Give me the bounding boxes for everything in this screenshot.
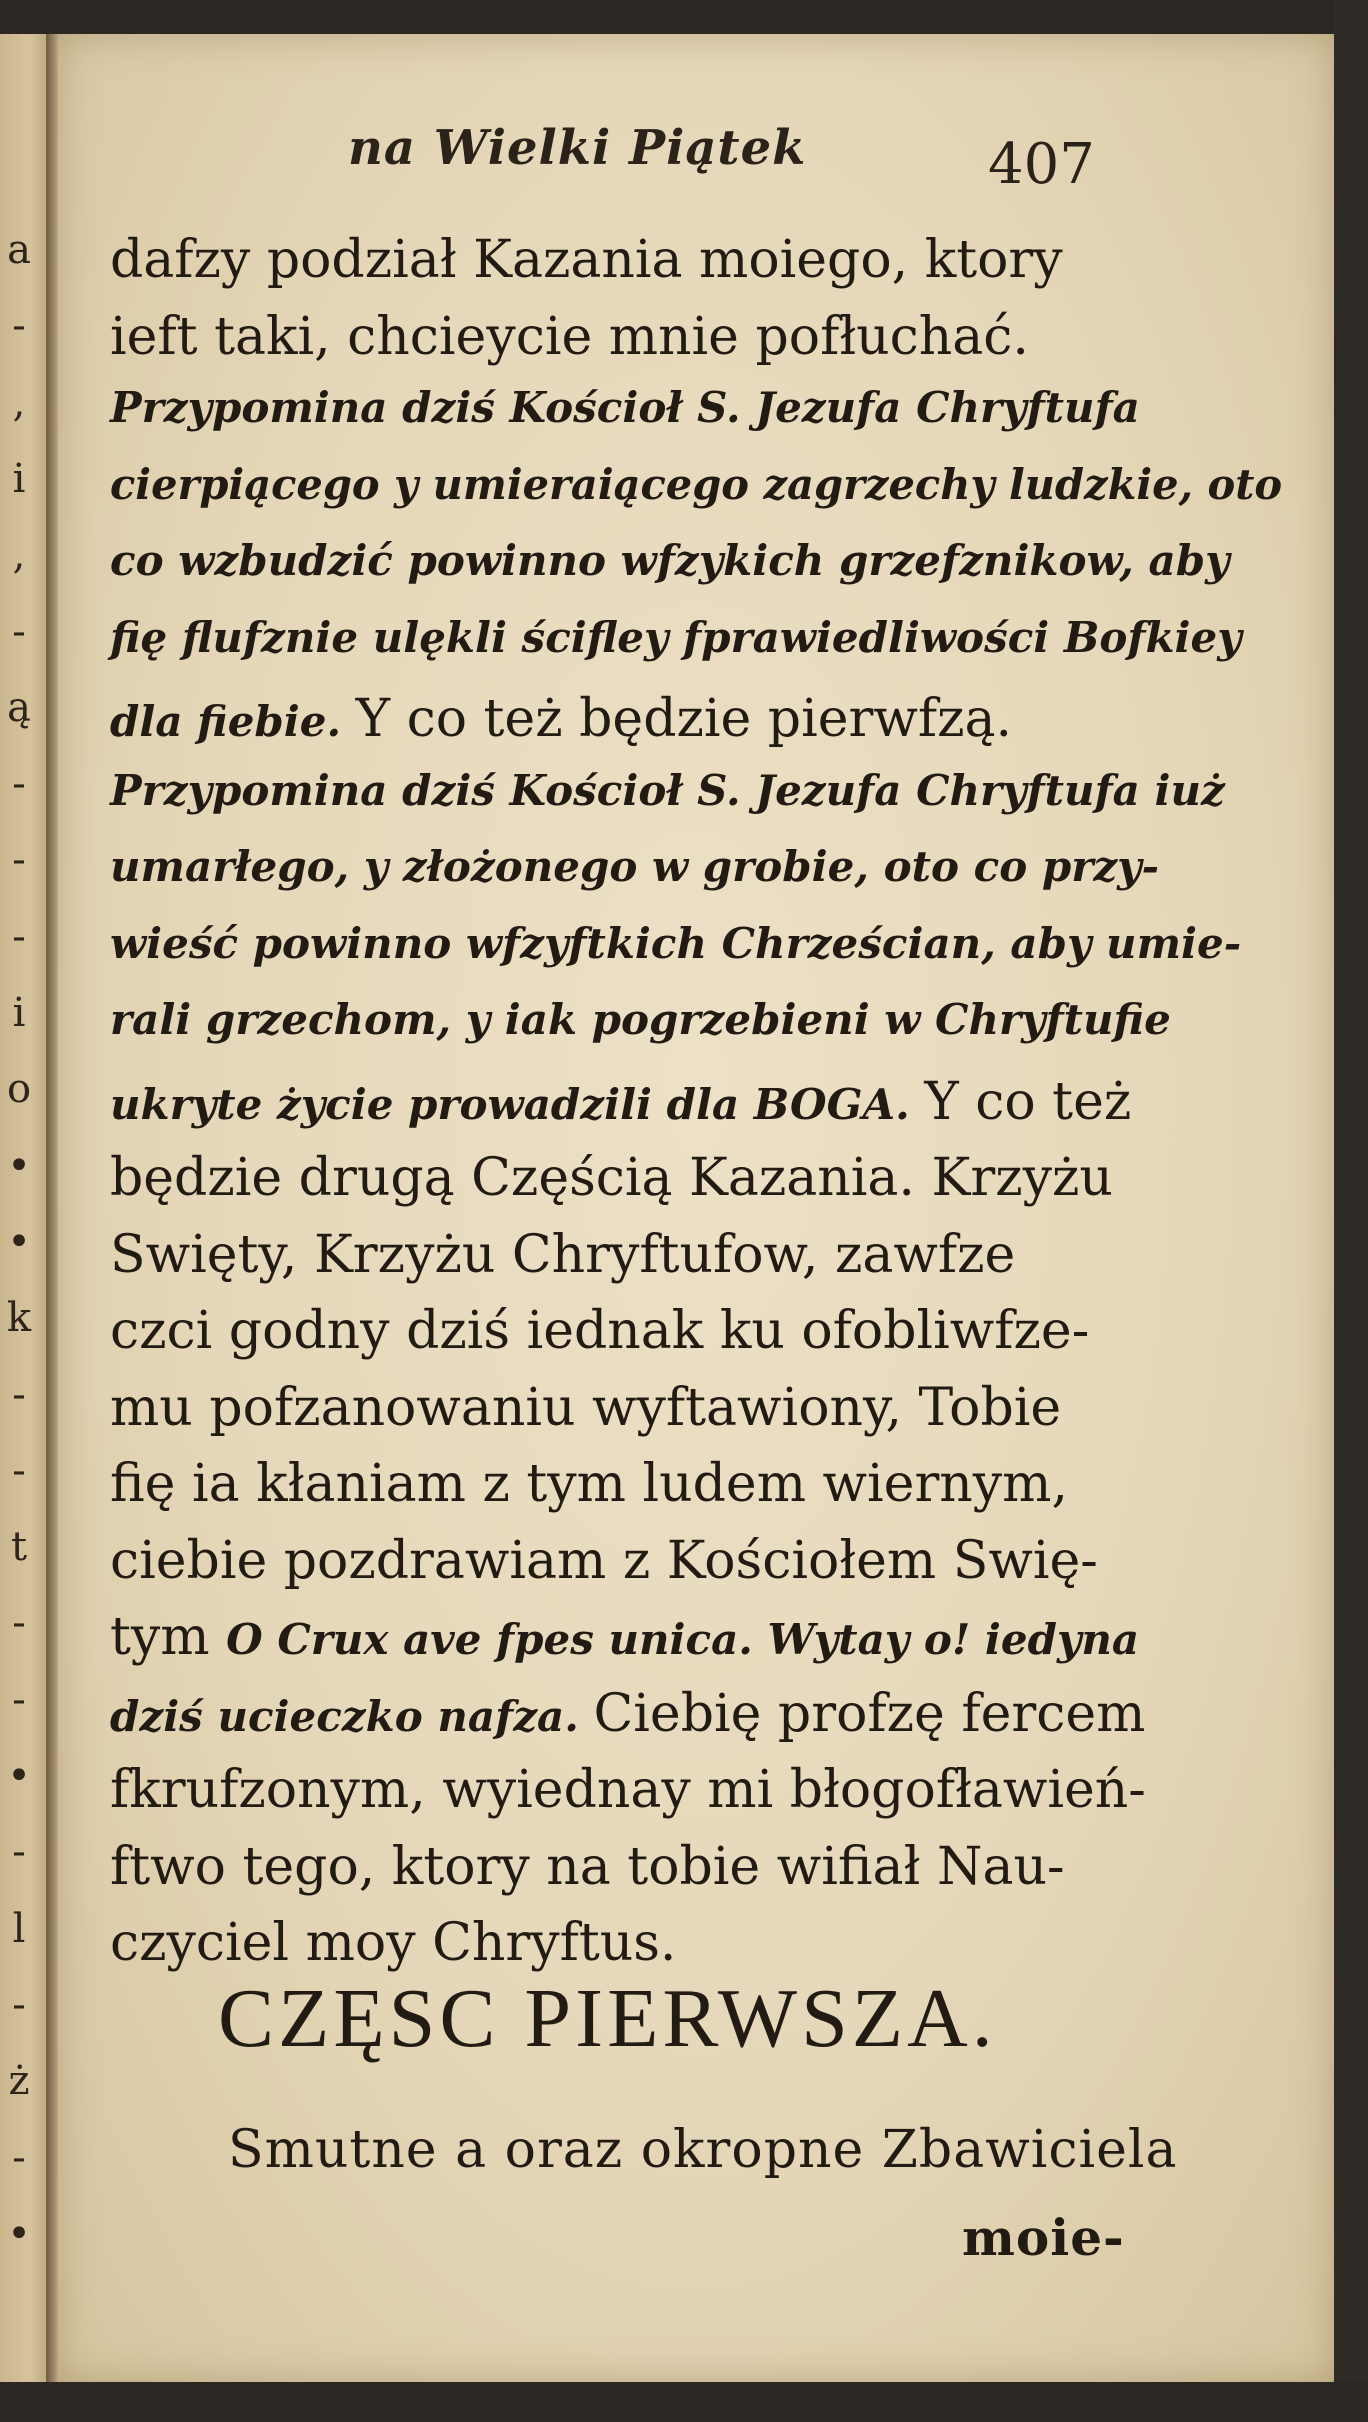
- text-line: [110, 1530, 1282, 1591]
- page-number: 407: [988, 132, 1095, 197]
- italic-text-segment: dla fiebie.: [110, 697, 356, 746]
- facing-page-glyph: -: [12, 608, 26, 655]
- facing-page-glyph: •: [7, 2210, 31, 2257]
- text-line: [110, 1913, 1282, 1973]
- scanner-background-bottom: [0, 2382, 1368, 2422]
- text-line: [110, 689, 1282, 749]
- italic-text-segment: umarłego, y złożonego w grobie, oto co przy-: [110, 842, 1160, 891]
- text-line: [110, 1148, 1282, 1208]
- roman-text-segment: ftwo tego, ktory na tobie wifiał Nau-: [110, 1836, 1065, 1897]
- text-line: [110, 383, 1282, 432]
- roman-text-segment: ciebie pozdrawiam z Kościołem Swię-: [110, 1530, 1098, 1591]
- facing-page-glyph: -: [12, 913, 26, 960]
- italic-text-segment: dziś ucieczko nafza.: [110, 1691, 594, 1741]
- facing-page-glyph: -: [12, 1676, 26, 1723]
- facing-page-glyph: -: [12, 303, 26, 350]
- italic-text-segment: ukryte życie prowadzili dla BOGA.: [110, 1079, 925, 1129]
- italic-text-segment: co wzbudzić powinno wfzykich grzefznikow, aby: [110, 536, 1230, 585]
- facing-page-glyph: •: [7, 1753, 31, 1799]
- scanner-background-top: [0, 0, 1368, 34]
- roman-text-segment: mu pofzanowaniu wyftawiony, Tobie: [110, 1377, 1062, 1438]
- text-line: [110, 1607, 1282, 1667]
- text-line: [110, 1301, 1282, 1361]
- text-line: [110, 306, 1282, 367]
- section-heading: CZĘSC PIERWSZA.: [218, 1972, 997, 2065]
- italic-text-segment: Przypomina dziś Kościoł S. Jezufa Chryftufa: [110, 383, 1140, 432]
- facing-page-glyph: k: [6, 1295, 32, 1342]
- catchword: moie-: [962, 2208, 1125, 2267]
- facing-page-glyph: t: [10, 1524, 28, 1571]
- facing-page-glyph: ż: [8, 2058, 30, 2105]
- roman-text-segment: Y co też: [924, 1071, 1132, 1132]
- roman-text-segment: będzie drugą Częścią Kazania. Krzyżu: [110, 1148, 1113, 1208]
- facing-page-glyph: -: [12, 761, 26, 808]
- facing-page-glyph: -: [12, 2134, 26, 2181]
- text-line: [110, 1377, 1282, 1438]
- text-line: [110, 1454, 1282, 1514]
- italic-text-segment: cierpiącego y umieraiącego zagrzechy ludzkie, oto: [110, 459, 1283, 509]
- facing-page-glyph: ,: [12, 532, 26, 579]
- text-line: [110, 842, 1282, 891]
- italic-text-segment: Przypomina dziś Kościoł S. Jezufa Chryftufa iuż: [110, 765, 1225, 815]
- text-line: [110, 1071, 1282, 1132]
- scanner-background-right: [1334, 0, 1368, 2422]
- text-line: [110, 1836, 1282, 1897]
- paragraph-first-line: Smutne a oraz okropne Zbawiciela: [228, 2120, 1178, 2180]
- facing-page-glyph: i: [12, 455, 26, 502]
- italic-text-segment: wieść powinno wfzyftkich Chrześcian, aby umie-: [110, 918, 1242, 968]
- facing-page-glyph: -: [12, 1447, 26, 1494]
- facing-page-edge: [0, 34, 50, 2382]
- body-text: [110, 34, 1283, 1973]
- text-line: [110, 918, 1282, 968]
- roman-text-segment: czyciel moy Chryftus.: [110, 1913, 677, 1973]
- roman-text-segment: fkrufzonym, wyiednay mi błogofławień-: [110, 1760, 1146, 1820]
- roman-text-segment: fię ia kłaniam z tym ludem wiernym,: [110, 1454, 1069, 1514]
- facing-page-glyph: ,: [12, 379, 26, 426]
- roman-text-segment: Ciebię profzę fercem: [593, 1683, 1146, 1744]
- facing-page-glyph: -: [12, 1829, 26, 1876]
- facing-page-glyph: -: [12, 1981, 26, 2028]
- roman-text-segment: Y co też będzie pierwfzą.: [355, 689, 1013, 749]
- text-line: [110, 612, 1282, 662]
- facing-page-glyph: o: [6, 1066, 32, 1113]
- facing-page-glyph: a: [7, 227, 31, 273]
- text-line: [110, 1224, 1282, 1285]
- text-line: [110, 230, 1282, 290]
- facing-page-glyph: -: [12, 1371, 26, 1418]
- text-line: [110, 765, 1282, 815]
- text-line: [110, 459, 1283, 509]
- facing-page-glyph: •: [7, 1142, 31, 1189]
- roman-text-segment: dafzy podział Kazania moiego, ktory: [110, 230, 1063, 290]
- roman-text-segment: czci godny dziś iednak ku ofobliwfze-: [110, 1301, 1090, 1361]
- italic-text-segment: rali grzechom, y iak pogrzebieni w Chryftufie: [110, 995, 1171, 1044]
- facing-page-glyph: •: [7, 1218, 31, 1265]
- text-line: [110, 1683, 1282, 1744]
- facing-page-glyph: ą: [7, 684, 31, 731]
- italic-text-segment: fię flufznie ulękli ścifley fprawiedliwości Bofkiey: [110, 612, 1242, 662]
- text-line: [110, 995, 1282, 1044]
- roman-text-segment: Swięty, Krzyżu Chryftufow, zawfze: [110, 1224, 1016, 1285]
- facing-page-glyph: i: [12, 990, 26, 1036]
- facing-page-glyph: -: [12, 837, 26, 884]
- facing-page-glyph: -: [12, 1600, 26, 1647]
- text-line: [110, 1760, 1282, 1820]
- book-page: [58, 34, 1334, 2382]
- text-line: [110, 536, 1282, 585]
- facing-page-glyph: l: [12, 1905, 26, 1952]
- roman-text-segment: ieft taki, chcieycie mnie pofłuchać.: [110, 306, 1029, 367]
- italic-text-segment: O Crux ave fpes unica. Wytay o! iedyna: [226, 1615, 1140, 1664]
- running-head: na Wielki Piątek: [348, 120, 807, 176]
- roman-text-segment: tym: [110, 1607, 227, 1667]
